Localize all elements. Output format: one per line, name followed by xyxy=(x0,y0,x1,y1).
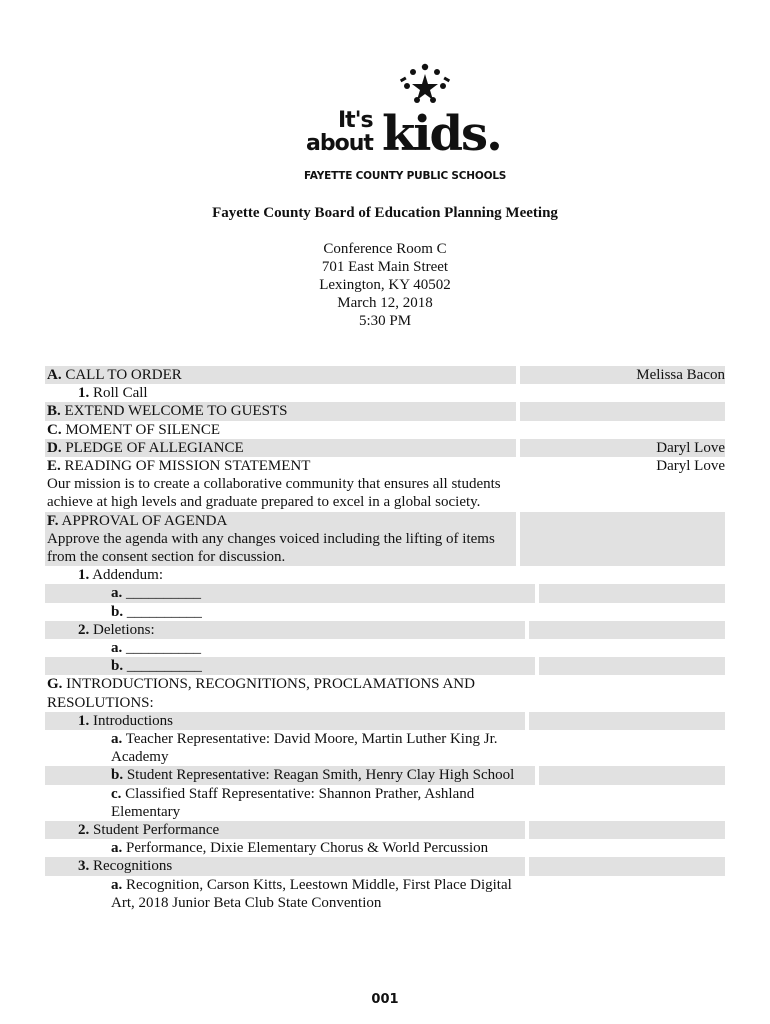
agenda-row xyxy=(45,512,725,530)
agenda-item-marker: c. xyxy=(111,785,122,802)
agenda-row xyxy=(45,584,725,602)
agenda-item-marker: b. xyxy=(111,658,124,675)
agenda-item-text: Approve the agenda with any changes voiced including the lifting of items from the consent section for discussion. xyxy=(47,530,495,566)
page-number: 001 xyxy=(371,992,399,1007)
agenda-row xyxy=(45,530,725,566)
agenda-item-text: Student Performance xyxy=(93,822,220,839)
agenda-row xyxy=(45,712,725,730)
agenda-item-marker: 1. xyxy=(78,385,90,402)
agenda-item-text: Introductions xyxy=(93,712,173,729)
logo-line-1: It's xyxy=(338,108,373,133)
agenda-item-text: __________ xyxy=(126,585,201,602)
meeting-room: Conference Room C xyxy=(323,241,447,257)
agenda-item-marker: a. xyxy=(111,876,123,893)
agenda-item-marker: G. xyxy=(47,676,63,693)
agenda-item-text: APPROVAL OF AGENDA xyxy=(61,512,228,529)
agenda-item xyxy=(45,766,535,784)
agenda-item xyxy=(45,475,516,511)
agenda-row xyxy=(45,402,725,420)
agenda-row xyxy=(45,675,725,711)
agenda-row xyxy=(45,839,725,857)
agenda-presenter xyxy=(539,839,725,857)
meeting-street: 701 East Main Street xyxy=(321,259,449,275)
agenda-item xyxy=(45,584,535,602)
agenda-item xyxy=(45,876,535,912)
logo-word-kids: kids. xyxy=(382,106,501,162)
agenda-item-text: Recognitions xyxy=(93,858,173,875)
agenda-item-text: PLEDGE OF ALLEGIANCE xyxy=(65,439,244,456)
agenda-item-text: Student Representative: Reagan Smith, Henry Clay High School xyxy=(126,767,515,784)
agenda-item xyxy=(45,512,516,530)
agenda-item-marker: a. xyxy=(111,640,123,657)
agenda-item-marker: b. xyxy=(111,603,124,620)
agenda-item-text: MOMENT OF SILENCE xyxy=(65,421,221,438)
agenda-presenter xyxy=(520,421,725,439)
agenda-presenter xyxy=(529,621,725,639)
agenda-presenter xyxy=(529,566,725,584)
agenda-presenter xyxy=(520,475,725,511)
logo-organization: FAYETTE COUNTY PUBLIC SCHOOLS xyxy=(304,170,507,182)
agenda-item-marker: 2. xyxy=(78,822,90,839)
agenda-item xyxy=(45,730,535,766)
agenda-presenter xyxy=(539,766,725,784)
agenda-item-marker: a. xyxy=(111,840,123,857)
agenda-item-text: Roll Call xyxy=(93,385,148,402)
agenda-item xyxy=(45,366,516,384)
agenda-row xyxy=(45,821,725,839)
agenda-row xyxy=(45,876,725,912)
agenda-presenter xyxy=(539,876,725,912)
agenda-item-marker: E. xyxy=(47,458,61,475)
school-logo xyxy=(300,62,507,186)
star-figures-icon xyxy=(395,62,455,108)
agenda-item-text: Recognition, Carson Kitts, Leestown Middle, First Place Digital Art, 2018 Junior Beta Club State Convention xyxy=(111,876,512,911)
agenda-row xyxy=(45,857,725,875)
agenda-item-text: Classified Staff Representative: Shannon Prather, Ashland Elementary xyxy=(111,785,475,820)
meeting-details xyxy=(0,240,770,330)
agenda-item-marker: 2. xyxy=(78,621,90,638)
agenda-presenter xyxy=(529,821,725,839)
agenda-presenter xyxy=(539,603,725,621)
agenda-row xyxy=(45,785,725,821)
agenda-item-marker: a. xyxy=(111,585,123,602)
agenda-item xyxy=(45,603,535,621)
agenda-item-text: EXTEND WELCOME TO GUESTS xyxy=(64,403,288,420)
agenda-item-marker: a. xyxy=(111,731,123,748)
meeting-city: Lexington, KY 40502 xyxy=(319,277,451,293)
agenda-presenter xyxy=(529,712,725,730)
agenda-item-marker: b. xyxy=(111,767,124,784)
agenda-item xyxy=(45,712,525,730)
agenda-item-marker: 1. xyxy=(78,567,90,584)
agenda-row xyxy=(45,457,725,475)
agenda-item-text: Teacher Representative: David Moore, Martin Luther King Jr. Academy xyxy=(111,731,498,766)
agenda-item xyxy=(45,839,535,857)
agenda-item xyxy=(45,457,516,475)
agenda-row xyxy=(45,603,725,621)
agenda-item-text: __________ xyxy=(126,658,202,675)
meeting-time: 5:30 PM xyxy=(358,313,412,329)
agenda-item xyxy=(45,785,535,821)
agenda-item-text: READING OF MISSION STATEMENT xyxy=(64,458,311,475)
agenda-item-marker: F. xyxy=(47,512,59,529)
agenda-item-text: __________ xyxy=(126,640,201,657)
logo-line-2: about xyxy=(306,131,373,156)
agenda-item xyxy=(45,821,525,839)
agenda-item xyxy=(45,402,516,420)
agenda-item-text: CALL TO ORDER xyxy=(65,367,182,383)
agenda-row xyxy=(45,639,725,657)
agenda-item-text: Performance, Dixie Elementary Chorus & World Percussion xyxy=(126,840,489,857)
agenda-presenter xyxy=(520,675,725,711)
agenda-item xyxy=(45,639,535,657)
agenda-item-marker: 3. xyxy=(78,858,90,875)
agenda-item xyxy=(45,439,516,457)
agenda-item xyxy=(45,657,535,675)
agenda-item-marker: D. xyxy=(47,439,62,456)
agenda-row xyxy=(45,384,725,402)
agenda-item xyxy=(45,530,516,566)
agenda-item-marker: A. xyxy=(47,367,62,383)
agenda-item xyxy=(45,421,516,439)
agenda-presenter xyxy=(520,402,725,420)
agenda-item-marker: C. xyxy=(47,421,62,438)
agenda-item-text: __________ xyxy=(126,603,202,620)
agenda-presenter xyxy=(539,657,725,675)
agenda-presenter: Daryl Love xyxy=(656,458,725,475)
meeting-title: Fayette County Board of Education Planning Meeting xyxy=(212,205,558,221)
agenda-presenter xyxy=(520,530,725,566)
agenda-presenter xyxy=(539,785,725,821)
agenda-item xyxy=(45,675,516,711)
agenda-table xyxy=(45,366,725,912)
agenda-row xyxy=(45,657,725,675)
agenda-presenter xyxy=(520,512,725,530)
agenda-row xyxy=(45,566,725,584)
agenda-row xyxy=(45,621,725,639)
agenda-presenter xyxy=(529,384,725,402)
agenda-presenter xyxy=(539,730,725,766)
meeting-date: March 12, 2018 xyxy=(337,295,433,311)
agenda-presenter: Daryl Love xyxy=(520,439,725,457)
agenda-row xyxy=(45,475,725,511)
agenda-item-text: Our mission is to create a collaborative community that ensures all students achieve at high levels and graduate prepared to excel in a global society. xyxy=(47,476,501,511)
agenda-row xyxy=(45,439,725,457)
agenda-presenter xyxy=(529,857,725,875)
agenda-row xyxy=(45,366,725,384)
agenda-item xyxy=(45,566,525,584)
agenda-row xyxy=(45,766,725,784)
agenda-row xyxy=(45,730,725,766)
agenda-item xyxy=(45,384,525,402)
agenda-item-text: Addendum: xyxy=(92,567,164,584)
agenda-item-marker: 1. xyxy=(78,712,90,729)
agenda-presenter xyxy=(539,639,725,657)
agenda-row xyxy=(45,421,725,439)
agenda-item xyxy=(45,621,525,639)
agenda-item-marker: B. xyxy=(47,403,61,420)
agenda-presenter: Melissa Bacon xyxy=(520,366,725,384)
agenda-item-text: INTRODUCTIONS, RECOGNITIONS, PROCLAMATIONS AND RESOLUTIONS: xyxy=(47,676,475,711)
agenda-item-text: Deletions: xyxy=(93,621,155,638)
agenda-presenter xyxy=(539,584,725,602)
agenda-item xyxy=(45,857,525,875)
